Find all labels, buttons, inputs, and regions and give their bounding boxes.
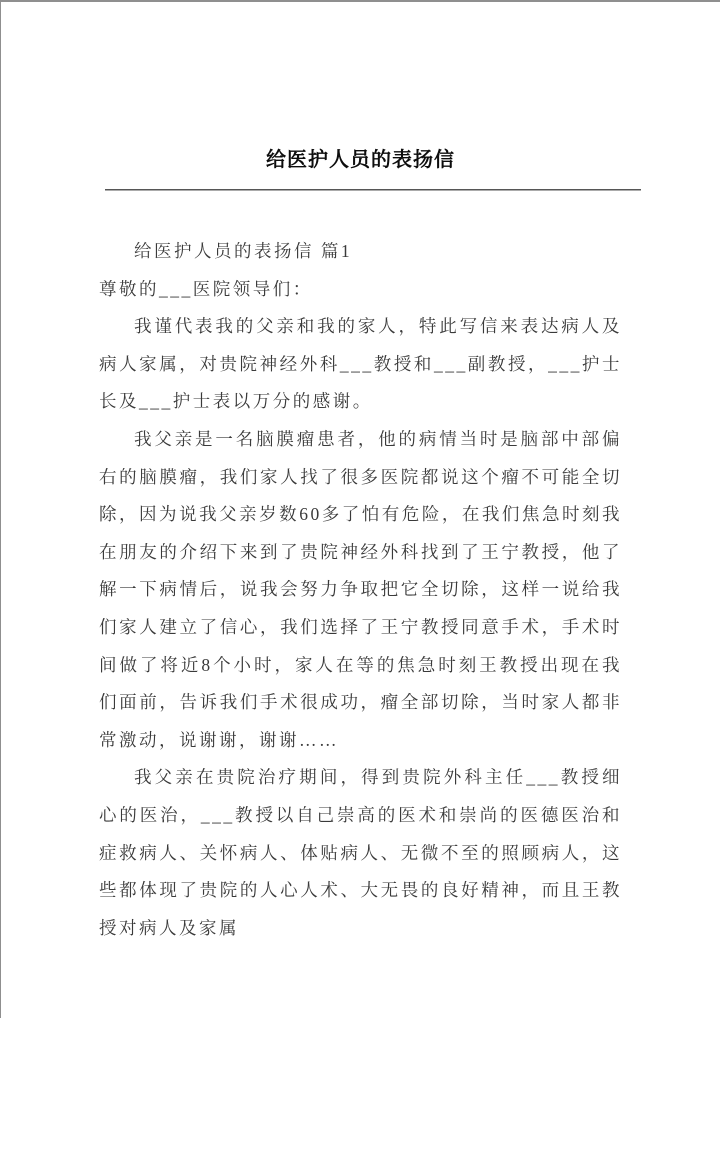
document-body	[99, 233, 622, 947]
paragraph: 我父亲是一名脑膜瘤患者，他的病情当时是脑部中部偏右的脑膜瘤，我们家人找了很多医院都说这个瘤不可能全切除，因为说我父亲岁数60多了怕有危险，在我们焦急时刻我在朋友的介绍下来到了贵院神经外科找到了王宁教授，他了解一下病情后，说我会努力争取把它全切除，这样一说给我们家人建立了信心，我们选择了王宁教授同意手术，手术时间做了将近8个小时，家人在等的焦急时刻王教授出现在我们面前，告诉我们手术很成功，瘤全部切除，当时家人都非常激动，说谢谢，谢谢……	[99, 428, 622, 750]
document-title: 给医护人员的表扬信	[266, 149, 455, 171]
section-heading: 给医护人员的表扬信 篇1	[134, 241, 353, 261]
salutation-line: 尊敬的___医院领导们：	[99, 278, 313, 299]
title-divider	[105, 189, 641, 191]
paragraph: 我父亲在贵院治疗期间，得到贵院外科主任___教授细心的医治，___教授以自己崇高的医术和崇尚的医德医治和症救病人、关怀病人、体贴病人、无微不至的照顾病人，这些都体现了贵院的人心人术、大无畏的良好精神，而且王教授对病人及家属	[99, 767, 622, 938]
document-page	[1, 148, 720, 1164]
paragraph: 我谨代表我的父亲和我的家人，特此写信来表达病人及病人家属，对贵院神经外科___教授和___副教授，___护士长及___护士表以万分的感谢。	[99, 316, 622, 412]
